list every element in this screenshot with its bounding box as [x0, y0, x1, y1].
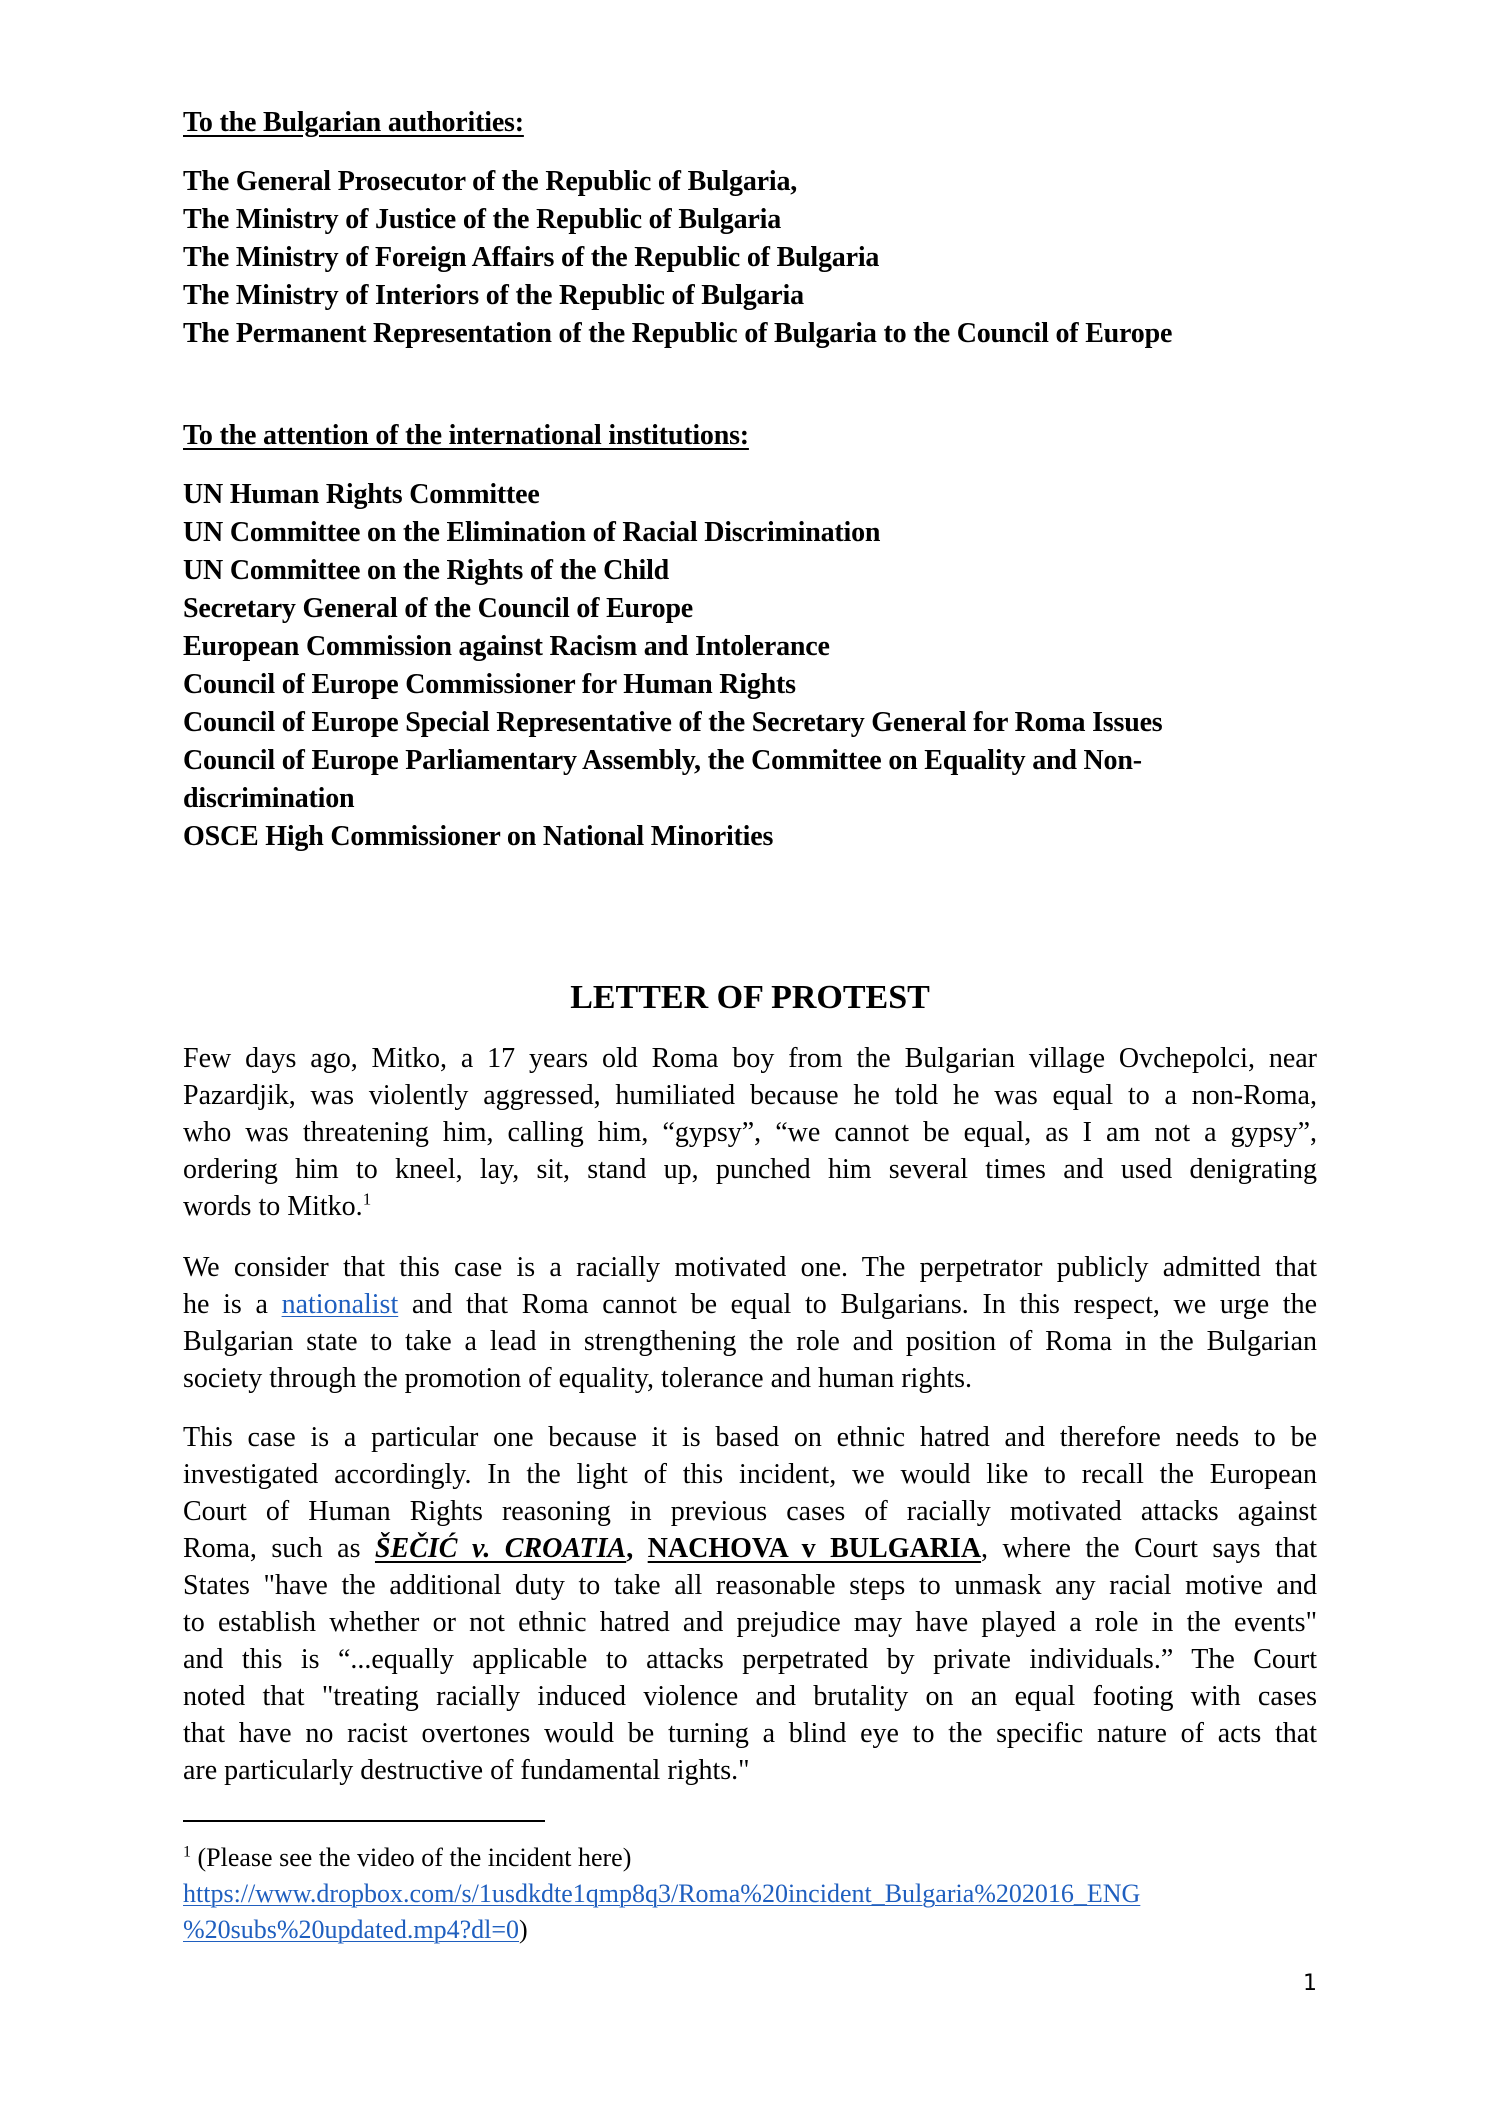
institution-item: UN Committee on the Rights of the Child — [183, 555, 670, 586]
authority-item: The General Prosecutor of the Republic of Bulgaria, — [183, 166, 798, 197]
page-number: 1 — [1303, 1971, 1317, 1996]
footnote-text: (Please see the video of the incident here) — [191, 1843, 632, 1872]
paragraph-line: States "have the additional duty to take all reasonable steps to unmask any racial motive and — [183, 1570, 1317, 1601]
institution-item: Council of Europe Commissioner for Human Rights — [183, 669, 796, 700]
paragraph-line: are particularly destructive of fundamental rights." — [183, 1755, 750, 1786]
authorities-list — [183, 163, 1172, 353]
paragraph-line: and this is “...equally applicable to attacks perpetrated by private individuals.” The Court — [183, 1644, 1317, 1675]
footnote-closing: ) — [519, 1915, 528, 1944]
paragraph-line: ordering him to kneel, lay, sit, stand up, punched him several times and used denigrating — [183, 1154, 1317, 1185]
line-text: , where the Court says that — [981, 1533, 1318, 1564]
footnote-separator — [183, 1820, 545, 1822]
authority-item: The Ministry of Foreign Affairs of the Republic of Bulgaria — [183, 242, 880, 273]
video-url-link[interactable]: https://www.dropbox.com/s/1usdkdte1qmp8q3/Roma%20incident_Bulgaria%202016_ENG — [183, 1879, 1141, 1908]
institution-item: UN Human Rights Committee — [183, 479, 540, 510]
paragraph-line: society through the promotion of equality, tolerance and human rights. — [183, 1363, 972, 1394]
institution-item: Council of Europe Special Representative of the Secretary General for Roma Issues — [183, 707, 1163, 738]
line-text: he is a — [183, 1289, 282, 1320]
institution-item: UN Committee on the Elimination of Racial Discrimination — [183, 517, 881, 548]
authority-item: The Ministry of Interiors of the Republic of Bulgaria — [183, 280, 804, 311]
paragraph-line: Court of Human Rights reasoning in previous cases of racially motivated attacks against — [183, 1496, 1317, 1527]
authority-item: The Ministry of Justice of the Republic of Bulgaria — [183, 204, 781, 235]
footnote-reference[interactable]: 1 — [362, 1189, 372, 1209]
paragraph-line: to establish whether or not ethnic hatred and prejudice may have played a role in the events" — [183, 1607, 1317, 1638]
institution-item: discrimination — [183, 783, 355, 814]
paragraph-line — [183, 1286, 1317, 1323]
paragraph-line — [183, 1530, 1317, 1567]
authority-item: The Permanent Representation of the Republic of Bulgaria to the Council of Europe — [183, 318, 1173, 349]
case-nachova-v-bulgaria-link[interactable]: NACHOVA v BULGARIA — [647, 1533, 982, 1564]
institution-item: Secretary General of the Council of Europe — [183, 593, 694, 624]
footnote-line — [183, 1840, 1333, 1876]
footnote-number: 1 — [183, 1843, 191, 1861]
paragraph-line — [183, 1188, 1317, 1225]
paragraph-line: Pazardjik, was violently aggressed, humiliated because he told he was equal to a non-Roma, — [183, 1080, 1317, 1111]
line-text: Roma, such as — [183, 1533, 375, 1564]
paragraph-line: noted that "treating racially induced violence and brutality on an equal footing with cases — [183, 1681, 1317, 1712]
paragraph-line-text: words to Mitko. — [183, 1191, 363, 1222]
line-text: and that Roma cannot be equal to Bulgarians. In this respect, we urge the — [398, 1289, 1318, 1320]
paragraph-line: We consider that this case is a racially motivated one. The perpetrator publicly admitted that — [183, 1252, 1317, 1283]
institutions-heading: To the attention of the international institutions: — [183, 420, 749, 451]
institution-item: European Commission against Racism and Intolerance — [183, 631, 830, 662]
video-url-link-continued[interactable]: %20subs%20updated.mp4?dl=0 — [183, 1915, 520, 1944]
institution-item: Council of Europe Parliamentary Assembly, the Committee on Equality and Non- — [183, 745, 1142, 776]
paragraph-racial-motive — [183, 1249, 1317, 1397]
case-secic-v-croatia-link[interactable]: ŠEČIĆ v. CROATIA — [374, 1533, 627, 1564]
authorities-heading: To the Bulgarian authorities: — [183, 107, 524, 138]
paragraph-echr-reasoning — [183, 1419, 1317, 1789]
institutions-list — [183, 476, 1163, 856]
letter-title: LETTER OF PROTEST — [570, 979, 930, 1016]
paragraph-line: that have no racist overtones would be turning a blind eye to the specific nature of acts that — [183, 1718, 1317, 1749]
footnote-line — [183, 1876, 1333, 1912]
case-separator: , — [626, 1533, 634, 1564]
paragraph-line: who was threatening him, calling him, “gypsy”, “we cannot be equal, as I am not a gypsy”, — [183, 1117, 1317, 1148]
paragraph-line: Few days ago, Mitko, a 17 years old Roma boy from the Bulgarian village Ovchepolci, near — [183, 1043, 1317, 1074]
footnote-line — [183, 1912, 1333, 1948]
nationalist-link[interactable]: nationalist — [281, 1289, 399, 1320]
paragraph-incident — [183, 1040, 1317, 1225]
paragraph-line: investigated accordingly. In the light of this incident, we would like to recall the European — [183, 1459, 1317, 1490]
footnote — [183, 1840, 1333, 1948]
paragraph-line: This case is a particular one because it is based on ethnic hatred and therefore needs to be — [183, 1422, 1317, 1453]
institution-item: OSCE High Commissioner on National Minorities — [183, 821, 774, 852]
paragraph-line: Bulgarian state to take a lead in strengthening the role and position of Roma in the Bulgarian — [183, 1326, 1317, 1357]
